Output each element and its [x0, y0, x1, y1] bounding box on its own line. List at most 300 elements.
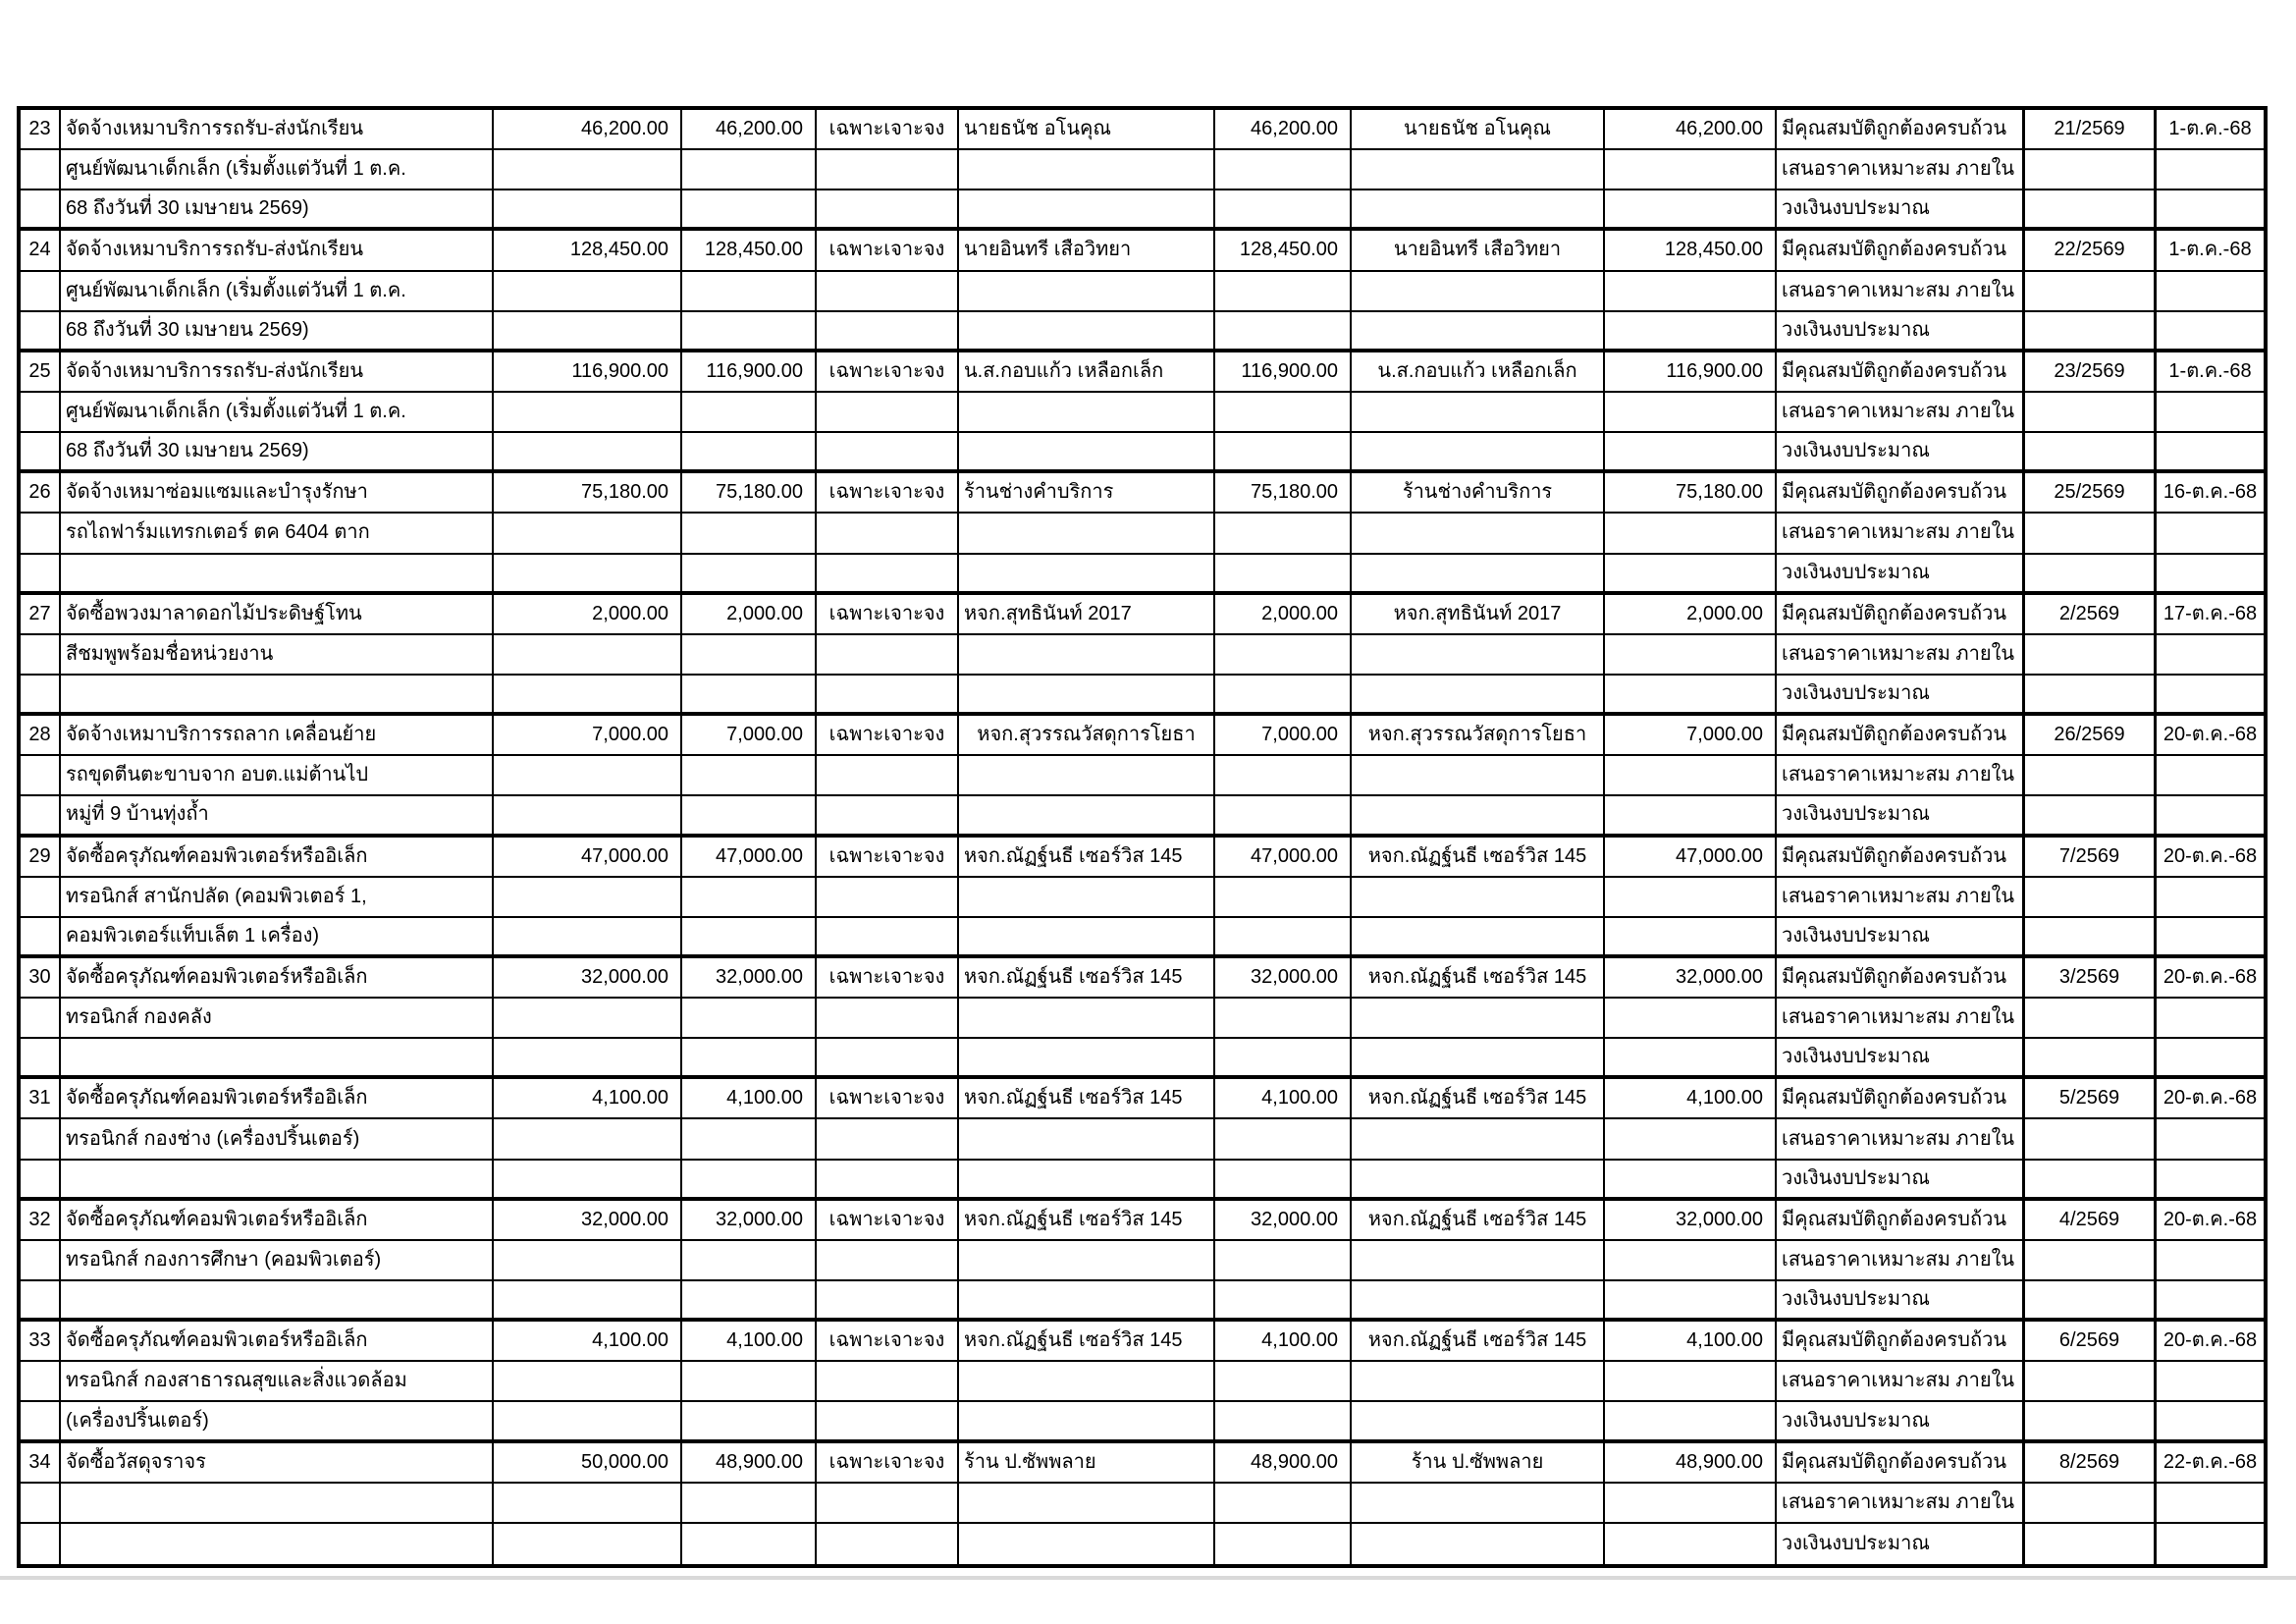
bidder-name-cell — [959, 555, 1215, 595]
bid-amount-cell — [1215, 796, 1352, 837]
agreed-amount-cell — [1605, 312, 1777, 352]
contract-date-cell — [2157, 1362, 2264, 1402]
budget-amount-cell — [494, 1241, 682, 1281]
bidder-name-cell: หจก.ณัฏฐ์นธี เซอร์วิส 145 — [959, 1201, 1215, 1241]
description-cell: ศูนย์พัฒนาเด็กเล็ก (เริ่มตั้งแต่วันที่ 1 ต.ค. — [61, 272, 494, 312]
contract-date-cell: 1-ต.ค.-68 — [2157, 231, 2264, 271]
row-no-cell: 33 — [21, 1322, 61, 1362]
winner-name-cell: หจก.ณัฏฐ์นธี เซอร์วิส 145 — [1352, 1322, 1605, 1362]
description-cell: จัดจ้างเหมาบริการรถรับ-ส่งนักเรียน — [61, 110, 494, 150]
winner-name-cell — [1352, 150, 1605, 190]
bidder-name-cell — [959, 1402, 1215, 1442]
bidder-name-cell — [959, 1281, 1215, 1322]
method-cell: เฉพาะเจาะจง — [817, 958, 959, 999]
contract-date-cell: 20-ต.ค.-68 — [2157, 1201, 2264, 1241]
row-no-cell: 25 — [21, 352, 61, 393]
bidder-name-cell — [959, 150, 1215, 190]
estimate-amount-cell: 48,900.00 — [682, 1443, 817, 1484]
agreed-amount-cell — [1605, 635, 1777, 676]
row-no-cell — [21, 312, 61, 352]
winner-name-cell — [1352, 1161, 1605, 1201]
estimate-amount-cell — [682, 1281, 817, 1322]
winner-name-cell — [1352, 393, 1605, 433]
estimate-amount-cell — [682, 676, 817, 716]
bid-amount-cell: 48,900.00 — [1215, 1443, 1352, 1484]
method-cell: เฉพาะเจาะจง — [817, 1201, 959, 1241]
contract-number-cell: 26/2569 — [2025, 716, 2157, 756]
winner-name-cell: น.ส.กอบแก้ว เหลือกเล็ก — [1352, 352, 1605, 393]
budget-amount-cell — [494, 1362, 682, 1402]
description-cell: (เครื่องปริ้นเตอร์) — [61, 1402, 494, 1442]
row-no-cell: 31 — [21, 1079, 61, 1119]
method-cell: เฉพาะเจาะจง — [817, 595, 959, 635]
bid-amount-cell — [1215, 272, 1352, 312]
contract-date-cell: 20-ต.ค.-68 — [2157, 1079, 2264, 1119]
description-cell: จัดจ้างเหมาซ่อมแซมและบำรุงรักษา — [61, 473, 494, 514]
estimate-amount-cell — [682, 272, 817, 312]
winner-name-cell — [1352, 312, 1605, 352]
bidder-name-cell — [959, 1039, 1215, 1079]
contract-number-cell — [2025, 676, 2157, 716]
contract-date-cell — [2157, 1484, 2264, 1524]
row-no-cell — [21, 1161, 61, 1201]
estimate-amount-cell — [682, 555, 817, 595]
contract-number-cell — [2025, 272, 2157, 312]
reason-cell: วงเงินงบประมาณ — [1777, 555, 2025, 595]
method-cell — [817, 1161, 959, 1201]
bid-amount-cell — [1215, 1241, 1352, 1281]
method-cell: เฉพาะเจาะจง — [817, 1443, 959, 1484]
estimate-amount-cell — [682, 1161, 817, 1201]
contract-date-cell — [2157, 150, 2264, 190]
estimate-amount-cell: 2,000.00 — [682, 595, 817, 635]
budget-amount-cell: 4,100.00 — [494, 1322, 682, 1362]
row-no-cell — [21, 393, 61, 433]
agreed-amount-cell: 7,000.00 — [1605, 716, 1777, 756]
description-cell — [61, 676, 494, 716]
budget-amount-cell: 47,000.00 — [494, 838, 682, 878]
budget-amount-cell — [494, 1402, 682, 1442]
contract-number-cell — [2025, 514, 2157, 554]
budget-amount-cell — [494, 555, 682, 595]
agreed-amount-cell: 32,000.00 — [1605, 1201, 1777, 1241]
budget-amount-cell: 7,000.00 — [494, 716, 682, 756]
agreed-amount-cell — [1605, 514, 1777, 554]
contract-number-cell: 4/2569 — [2025, 1201, 2157, 1241]
agreed-amount-cell — [1605, 393, 1777, 433]
method-cell — [817, 878, 959, 918]
winner-name-cell: นายอินทรี เสือวิทยา — [1352, 231, 1605, 271]
winner-name-cell — [1352, 1119, 1605, 1160]
budget-amount-cell: 50,000.00 — [494, 1443, 682, 1484]
bid-amount-cell: 2,000.00 — [1215, 595, 1352, 635]
reason-cell: เสนอราคาเหมาะสม ภายใน — [1777, 1119, 2025, 1160]
contract-date-cell — [2157, 1281, 2264, 1322]
winner-name-cell: นายธนัช อโนคุณ — [1352, 110, 1605, 150]
bidder-name-cell — [959, 1362, 1215, 1402]
contract-date-cell — [2157, 190, 2264, 231]
agreed-amount-cell: 48,900.00 — [1605, 1443, 1777, 1484]
reason-cell: เสนอราคาเหมาะสม ภายใน — [1777, 1362, 2025, 1402]
winner-name-cell — [1352, 1402, 1605, 1442]
winner-name-cell — [1352, 1524, 1605, 1564]
row-no-cell — [21, 1402, 61, 1442]
budget-amount-cell: 46,200.00 — [494, 110, 682, 150]
winner-name-cell — [1352, 635, 1605, 676]
bidder-name-cell — [959, 1484, 1215, 1524]
bid-amount-cell — [1215, 918, 1352, 958]
bidder-name-cell — [959, 272, 1215, 312]
reason-cell: เสนอราคาเหมาะสม ภายใน — [1777, 635, 2025, 676]
contract-number-cell: 5/2569 — [2025, 1079, 2157, 1119]
reason-cell: มีคุณสมบัติถูกต้องครบถ้วน — [1777, 231, 2025, 271]
bidder-name-cell — [959, 796, 1215, 837]
contract-date-cell: 20-ต.ค.-68 — [2157, 838, 2264, 878]
row-no-cell — [21, 999, 61, 1039]
bidder-name-cell: หจก.ณัฏฐ์นธี เซอร์วิส 145 — [959, 1322, 1215, 1362]
description-cell — [61, 1524, 494, 1564]
bidder-name-cell — [959, 190, 1215, 231]
bidder-name-cell — [959, 1241, 1215, 1281]
estimate-amount-cell — [682, 999, 817, 1039]
agreed-amount-cell — [1605, 433, 1777, 473]
estimate-amount-cell — [682, 312, 817, 352]
winner-name-cell — [1352, 555, 1605, 595]
winner-name-cell: ร้านช่างคำบริการ — [1352, 473, 1605, 514]
winner-name-cell — [1352, 1484, 1605, 1524]
winner-name-cell — [1352, 272, 1605, 312]
contract-number-cell — [2025, 1484, 2157, 1524]
method-cell — [817, 676, 959, 716]
contract-number-cell: 7/2569 — [2025, 838, 2157, 878]
estimate-amount-cell — [682, 1119, 817, 1160]
winner-name-cell — [1352, 796, 1605, 837]
description-cell: จัดซื้อครุภัณฑ์คอมพิวเตอร์หรืออิเล็ก — [61, 958, 494, 999]
agreed-amount-cell: 47,000.00 — [1605, 838, 1777, 878]
description-cell — [61, 1039, 494, 1079]
contract-number-cell — [2025, 312, 2157, 352]
agreed-amount-cell — [1605, 756, 1777, 796]
agreed-amount-cell — [1605, 190, 1777, 231]
contract-number-cell: 8/2569 — [2025, 1443, 2157, 1484]
bid-amount-cell — [1215, 1281, 1352, 1322]
budget-amount-cell — [494, 796, 682, 837]
contract-number-cell: 3/2569 — [2025, 958, 2157, 999]
description-cell: ศูนย์พัฒนาเด็กเล็ก (เริ่มตั้งแต่วันที่ 1 ต.ค. — [61, 393, 494, 433]
method-cell — [817, 272, 959, 312]
winner-name-cell — [1352, 999, 1605, 1039]
bid-amount-cell — [1215, 312, 1352, 352]
contract-number-cell: 21/2569 — [2025, 110, 2157, 150]
reason-cell: มีคุณสมบัติถูกต้องครบถ้วน — [1777, 838, 2025, 878]
winner-name-cell: ร้าน ป.ซัพพลาย — [1352, 1443, 1605, 1484]
bidder-name-cell — [959, 1119, 1215, 1160]
description-cell: จัดซื้อครุภัณฑ์คอมพิวเตอร์หรืออิเล็ก — [61, 1201, 494, 1241]
description-cell: สีชมพูพร้อมชื่อหน่วยงาน — [61, 635, 494, 676]
estimate-amount-cell: 32,000.00 — [682, 958, 817, 999]
row-no-cell: 32 — [21, 1201, 61, 1241]
bid-amount-cell: 47,000.00 — [1215, 838, 1352, 878]
row-no-cell — [21, 555, 61, 595]
bidder-name-cell: ร้านช่างคำบริการ — [959, 473, 1215, 514]
description-cell: 68 ถึงวันที่ 30 เมษายน 2569) — [61, 190, 494, 231]
budget-amount-cell — [494, 514, 682, 554]
estimate-amount-cell — [682, 635, 817, 676]
reason-cell: วงเงินงบประมาณ — [1777, 1281, 2025, 1322]
winner-name-cell — [1352, 1281, 1605, 1322]
budget-amount-cell — [494, 1524, 682, 1564]
method-cell — [817, 1524, 959, 1564]
reason-cell: มีคุณสมบัติถูกต้องครบถ้วน — [1777, 716, 2025, 756]
method-cell — [817, 796, 959, 837]
row-no-cell — [21, 1039, 61, 1079]
contract-date-cell — [2157, 999, 2264, 1039]
estimate-amount-cell: 7,000.00 — [682, 716, 817, 756]
winner-name-cell — [1352, 433, 1605, 473]
method-cell — [817, 1484, 959, 1524]
contract-date-cell — [2157, 514, 2264, 554]
method-cell — [817, 150, 959, 190]
contract-date-cell — [2157, 676, 2264, 716]
bidder-name-cell: หจก.สุวรรณวัสดุการโยธา — [959, 716, 1215, 756]
reason-cell: เสนอราคาเหมาะสม ภายใน — [1777, 999, 2025, 1039]
description-cell: 68 ถึงวันที่ 30 เมษายน 2569) — [61, 433, 494, 473]
reason-cell: วงเงินงบประมาณ — [1777, 1524, 2025, 1564]
row-no-cell — [21, 1119, 61, 1160]
budget-amount-cell: 128,450.00 — [494, 231, 682, 271]
description-cell: จัดซื้อครุภัณฑ์คอมพิวเตอร์หรืออิเล็ก — [61, 838, 494, 878]
bid-amount-cell — [1215, 1161, 1352, 1201]
method-cell: เฉพาะเจาะจง — [817, 473, 959, 514]
method-cell — [817, 190, 959, 231]
reason-cell: มีคุณสมบัติถูกต้องครบถ้วน — [1777, 352, 2025, 393]
estimate-amount-cell — [682, 1362, 817, 1402]
bid-amount-cell — [1215, 1039, 1352, 1079]
budget-amount-cell — [494, 190, 682, 231]
row-no-cell: 28 — [21, 716, 61, 756]
procurement-table — [17, 106, 2268, 1568]
contract-date-cell — [2157, 1524, 2264, 1564]
agreed-amount-cell — [1605, 272, 1777, 312]
agreed-amount-cell — [1605, 999, 1777, 1039]
contract-date-cell: 20-ต.ค.-68 — [2157, 958, 2264, 999]
reason-cell: เสนอราคาเหมาะสม ภายใน — [1777, 272, 2025, 312]
reason-cell: วงเงินงบประมาณ — [1777, 1039, 2025, 1079]
contract-date-cell: 1-ต.ค.-68 — [2157, 110, 2264, 150]
contract-number-cell — [2025, 555, 2157, 595]
winner-name-cell — [1352, 676, 1605, 716]
agreed-amount-cell — [1605, 1281, 1777, 1322]
reason-cell: มีคุณสมบัติถูกต้องครบถ้วน — [1777, 958, 2025, 999]
row-no-cell — [21, 272, 61, 312]
bidder-name-cell: หจก.ณัฏฐ์นธี เซอร์วิส 145 — [959, 1079, 1215, 1119]
winner-name-cell — [1352, 1039, 1605, 1079]
contract-number-cell: 25/2569 — [2025, 473, 2157, 514]
budget-amount-cell: 32,000.00 — [494, 1201, 682, 1241]
bid-amount-cell — [1215, 514, 1352, 554]
estimate-amount-cell — [682, 514, 817, 554]
row-no-cell — [21, 514, 61, 554]
reason-cell: มีคุณสมบัติถูกต้องครบถ้วน — [1777, 1443, 2025, 1484]
budget-amount-cell: 2,000.00 — [494, 595, 682, 635]
description-cell: รถขุดตีนตะขาบจาก อบต.แม่ต้านไป — [61, 756, 494, 796]
reason-cell: เสนอราคาเหมาะสม ภายใน — [1777, 878, 2025, 918]
bid-amount-cell: 7,000.00 — [1215, 716, 1352, 756]
estimate-amount-cell: 75,180.00 — [682, 473, 817, 514]
winner-name-cell — [1352, 514, 1605, 554]
estimate-amount-cell — [682, 796, 817, 837]
reason-cell: วงเงินงบประมาณ — [1777, 433, 2025, 473]
budget-amount-cell — [494, 635, 682, 676]
method-cell — [817, 312, 959, 352]
bidder-name-cell: หจก.ณัฏฐ์นธี เซอร์วิส 145 — [959, 958, 1215, 999]
description-cell: คอมพิวเตอร์แท็บเล็ต 1 เครื่อง) — [61, 918, 494, 958]
reason-cell: เสนอราคาเหมาะสม ภายใน — [1777, 393, 2025, 433]
budget-amount-cell — [494, 393, 682, 433]
budget-amount-cell — [494, 1039, 682, 1079]
row-no-cell — [21, 190, 61, 231]
agreed-amount-cell — [1605, 1161, 1777, 1201]
estimate-amount-cell: 46,200.00 — [682, 110, 817, 150]
page-break-line — [0, 1576, 2296, 1580]
estimate-amount-cell — [682, 150, 817, 190]
description-cell: ทรอนิกส์ กองช่าง (เครื่องปริ้นเตอร์) — [61, 1119, 494, 1160]
row-no-cell — [21, 1362, 61, 1402]
method-cell — [817, 1281, 959, 1322]
row-no-cell — [21, 1281, 61, 1322]
budget-amount-cell: 32,000.00 — [494, 958, 682, 999]
description-cell: รถไถฟาร์มแทรกเตอร์ ตค 6404 ตาก — [61, 514, 494, 554]
winner-name-cell — [1352, 756, 1605, 796]
contract-date-cell: 17-ต.ค.-68 — [2157, 595, 2264, 635]
bid-amount-cell — [1215, 555, 1352, 595]
contract-number-cell — [2025, 1402, 2157, 1442]
method-cell — [817, 999, 959, 1039]
winner-name-cell: หจก.สุทธินันท์ 2017 — [1352, 595, 1605, 635]
reason-cell: เสนอราคาเหมาะสม ภายใน — [1777, 150, 2025, 190]
bidder-name-cell — [959, 1524, 1215, 1564]
bidder-name-cell: น.ส.กอบแก้ว เหลือกเล็ก — [959, 352, 1215, 393]
contract-date-cell — [2157, 756, 2264, 796]
description-cell: จัดซื้อวัสดุจราจร — [61, 1443, 494, 1484]
agreed-amount-cell: 46,200.00 — [1605, 110, 1777, 150]
estimate-amount-cell — [682, 1524, 817, 1564]
contract-date-cell — [2157, 878, 2264, 918]
contract-date-cell — [2157, 555, 2264, 595]
contract-number-cell: 2/2569 — [2025, 595, 2157, 635]
contract-number-cell — [2025, 433, 2157, 473]
row-no-cell — [21, 918, 61, 958]
method-cell — [817, 635, 959, 676]
agreed-amount-cell — [1605, 150, 1777, 190]
row-no-cell — [21, 878, 61, 918]
winner-name-cell — [1352, 1362, 1605, 1402]
description-cell — [61, 1281, 494, 1322]
agreed-amount-cell: 2,000.00 — [1605, 595, 1777, 635]
estimate-amount-cell: 32,000.00 — [682, 1201, 817, 1241]
reason-cell: วงเงินงบประมาณ — [1777, 1161, 2025, 1201]
description-cell: จัดซื้อครุภัณฑ์คอมพิวเตอร์หรืออิเล็ก — [61, 1322, 494, 1362]
method-cell: เฉพาะเจาะจง — [817, 110, 959, 150]
bid-amount-cell — [1215, 1119, 1352, 1160]
contract-number-cell — [2025, 1161, 2157, 1201]
estimate-amount-cell — [682, 1402, 817, 1442]
reason-cell: มีคุณสมบัติถูกต้องครบถ้วน — [1777, 1201, 2025, 1241]
budget-amount-cell: 75,180.00 — [494, 473, 682, 514]
estimate-amount-cell — [682, 433, 817, 473]
row-no-cell: 24 — [21, 231, 61, 271]
method-cell — [817, 918, 959, 958]
agreed-amount-cell — [1605, 676, 1777, 716]
bid-amount-cell — [1215, 1524, 1352, 1564]
bid-amount-cell — [1215, 150, 1352, 190]
winner-name-cell — [1352, 190, 1605, 231]
budget-amount-cell — [494, 918, 682, 958]
agreed-amount-cell — [1605, 1119, 1777, 1160]
bidder-name-cell: ร้าน ป.ซัพพลาย — [959, 1443, 1215, 1484]
row-no-cell — [21, 635, 61, 676]
bid-amount-cell — [1215, 756, 1352, 796]
bidder-name-cell — [959, 676, 1215, 716]
bid-amount-cell — [1215, 676, 1352, 716]
estimate-amount-cell: 4,100.00 — [682, 1079, 817, 1119]
budget-amount-cell: 116,900.00 — [494, 352, 682, 393]
contract-number-cell — [2025, 1281, 2157, 1322]
contract-date-cell: 1-ต.ค.-68 — [2157, 352, 2264, 393]
description-cell: จัดซื้อครุภัณฑ์คอมพิวเตอร์หรืออิเล็ก — [61, 1079, 494, 1119]
reason-cell: เสนอราคาเหมาะสม ภายใน — [1777, 1241, 2025, 1281]
description-cell: ทรอนิกส์ กองสาธารณสุขและสิ่งแวดล้อม — [61, 1362, 494, 1402]
method-cell — [817, 1241, 959, 1281]
agreed-amount-cell — [1605, 1039, 1777, 1079]
contract-number-cell — [2025, 1039, 2157, 1079]
agreed-amount-cell — [1605, 1362, 1777, 1402]
budget-amount-cell: 4,100.00 — [494, 1079, 682, 1119]
agreed-amount-cell — [1605, 878, 1777, 918]
row-no-cell — [21, 756, 61, 796]
reason-cell: มีคุณสมบัติถูกต้องครบถ้วน — [1777, 1079, 2025, 1119]
bidder-name-cell — [959, 433, 1215, 473]
bidder-name-cell — [959, 1161, 1215, 1201]
contract-number-cell — [2025, 1524, 2157, 1564]
row-no-cell — [21, 796, 61, 837]
contract-date-cell — [2157, 433, 2264, 473]
bid-amount-cell — [1215, 1484, 1352, 1524]
agreed-amount-cell: 4,100.00 — [1605, 1322, 1777, 1362]
estimate-amount-cell — [682, 393, 817, 433]
description-cell: จัดซื้อพวงมาลาดอกไม้ประดิษฐ์โทน — [61, 595, 494, 635]
reason-cell: วงเงินงบประมาณ — [1777, 312, 2025, 352]
reason-cell: เสนอราคาเหมาะสม ภายใน — [1777, 1484, 2025, 1524]
method-cell: เฉพาะเจาะจง — [817, 1079, 959, 1119]
agreed-amount-cell — [1605, 1524, 1777, 1564]
bidder-name-cell — [959, 999, 1215, 1039]
description-cell: จัดจ้างเหมาบริการรถรับ-ส่งนักเรียน — [61, 352, 494, 393]
row-no-cell — [21, 676, 61, 716]
bidder-name-cell: หจก.ณัฏฐ์นธี เซอร์วิส 145 — [959, 838, 1215, 878]
contract-date-cell: 20-ต.ค.-68 — [2157, 716, 2264, 756]
contract-date-cell: 22-ต.ค.-68 — [2157, 1443, 2264, 1484]
estimate-amount-cell — [682, 1484, 817, 1524]
contract-number-cell: 6/2569 — [2025, 1322, 2157, 1362]
estimate-amount-cell — [682, 190, 817, 231]
description-cell — [61, 555, 494, 595]
contract-number-cell — [2025, 1362, 2157, 1402]
agreed-amount-cell — [1605, 1484, 1777, 1524]
reason-cell: เสนอราคาเหมาะสม ภายใน — [1777, 756, 2025, 796]
budget-amount-cell — [494, 756, 682, 796]
row-no-cell: 29 — [21, 838, 61, 878]
